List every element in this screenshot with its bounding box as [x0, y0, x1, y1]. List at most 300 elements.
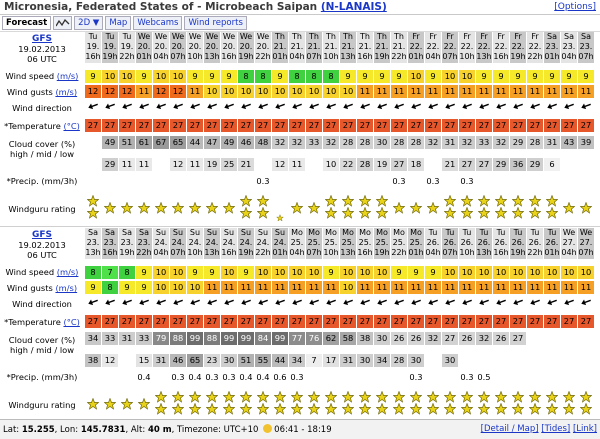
day-name: We: [579, 228, 593, 237]
rating-cell: [136, 192, 152, 226]
wind-gusts-cell: 11: [578, 281, 594, 294]
day-date: 21.: [375, 42, 389, 51]
wind-speed-cell: 9: [340, 70, 356, 83]
time-header-cell: [221, 32, 237, 63]
tab-map[interactable]: Map: [105, 16, 131, 30]
rating-cell: [544, 192, 560, 226]
star-icon: [308, 403, 320, 415]
hour: 22h: [255, 248, 271, 257]
cloud-low-cell: [544, 354, 560, 367]
day-name: We: [562, 228, 576, 237]
day-name: Tu: [479, 228, 489, 237]
cloud-low-cell: 28: [357, 158, 373, 171]
star-icon: [512, 195, 524, 207]
wind-speed-cell: 8: [306, 70, 322, 83]
precip-cell: [119, 176, 135, 188]
day-name: We: [256, 32, 270, 41]
wind-arrow-icon: [222, 103, 236, 113]
hour: 04h: [153, 248, 169, 257]
wind-arrow-icon: [579, 299, 593, 309]
wind-gusts-label-unit-link[interactable]: (m/s): [55, 87, 78, 97]
day-date: 21.: [341, 42, 355, 51]
wind-arrow-icon: [341, 299, 355, 309]
cloud-low-cell: [578, 354, 594, 367]
time-header-cell: [578, 228, 594, 259]
wind-speed-cell: 10: [119, 70, 135, 83]
cloud-high-cell: 34: [85, 332, 101, 345]
time-header-cell: [374, 32, 390, 63]
wind-direction-cell: [493, 101, 509, 115]
cloud-high-cell: 33: [102, 332, 118, 345]
hour: 07h: [170, 52, 186, 61]
temperature-cell: 27: [391, 119, 407, 132]
wind-speed-row: [85, 70, 594, 83]
wind-speed-cell: 9: [204, 266, 220, 279]
day-date: 20.: [188, 42, 202, 51]
wind-direction-cell: [476, 101, 492, 115]
time-header-cell: [255, 228, 271, 259]
tab-forecast[interactable]: Forecast: [2, 16, 51, 30]
wind-speed-cell: 10: [272, 266, 288, 279]
cloud-low-cell: 12: [272, 158, 288, 171]
wind-speed-cell: 10: [527, 266, 543, 279]
temperature-cell: 27: [221, 315, 237, 328]
hour: 01h: [544, 52, 560, 61]
time-header-cell: [340, 32, 356, 63]
rating-cell: [476, 388, 492, 422]
wind-direction-cell: [153, 101, 169, 115]
time-header-cell: [510, 228, 526, 259]
cloud-high-cell: 32: [493, 136, 509, 149]
star-icon: [580, 403, 592, 415]
day-name: Tu: [122, 32, 132, 41]
wind-direction-cell: [136, 101, 152, 115]
star-icon: [172, 403, 184, 415]
cloud-cover-title: Cloud cover (%): [8, 335, 76, 345]
wind-arrow-icon: [154, 103, 168, 113]
wind-direction-cell: [221, 297, 237, 311]
star-icon: [325, 207, 337, 219]
precip-cell: 0.3: [460, 372, 474, 382]
hour: 22h: [119, 52, 135, 61]
cloud-high-row: [85, 332, 594, 345]
precip-cell: [561, 372, 577, 384]
cloud-low-cell: 30: [357, 354, 373, 367]
model-label: [0, 34, 84, 64]
day-name: Fr: [480, 32, 488, 41]
temperature-cell: 27: [493, 315, 509, 328]
precip-cell: 0.4: [137, 372, 151, 382]
temperature-label-unit-link[interactable]: (°C): [63, 121, 80, 131]
cloud-low-cell: 11: [136, 158, 152, 171]
wind-direction-cell: [493, 297, 509, 311]
wind-arrow-icon: [324, 299, 338, 309]
time-header-cell: [85, 32, 101, 63]
day-date: 19.: [120, 42, 134, 51]
temperature-cell: 27: [323, 119, 339, 132]
rating-cell: [476, 192, 492, 226]
precip-cell: [204, 176, 220, 188]
temperature-cell: 27: [289, 315, 305, 328]
wind-direction-cell: [289, 101, 305, 115]
time-header-cell: [238, 228, 254, 259]
wind-direction-cell: [425, 101, 441, 115]
temperature-cell: 27: [408, 315, 424, 328]
rating-row: [85, 192, 594, 226]
temperature-cell: 27: [204, 119, 220, 132]
star-icon: [478, 195, 490, 207]
rating-cell: [442, 388, 458, 422]
time-header-cell: [187, 228, 203, 259]
cloud-low-cell: 17: [323, 354, 339, 367]
temperature-cell: 27: [136, 315, 152, 328]
day-name: Sa: [564, 32, 574, 41]
day-date: 20.: [137, 42, 151, 51]
temperature-cell: 27: [578, 315, 594, 328]
star-icon: [325, 195, 337, 207]
star-icon: [189, 202, 201, 214]
day-name: Su: [257, 228, 269, 237]
wind-speed-label: [0, 267, 84, 277]
temperature-cell: 27: [374, 119, 390, 132]
wind-arrow-icon: [375, 103, 389, 113]
cloud-high-cell: 31: [442, 136, 458, 149]
star-icon: [325, 391, 337, 403]
star-icon: [291, 202, 303, 214]
wind-direction-cell: [527, 101, 543, 115]
time-header-cell: [374, 228, 390, 259]
temperature-cell: 27: [204, 315, 220, 328]
tides-link[interactable]: [Tides]: [541, 424, 571, 434]
cloud-low-cell: 27: [476, 158, 492, 171]
model-name-link[interactable]: GFS: [31, 34, 53, 44]
link-link[interactable]: [Link]: [572, 424, 597, 434]
wind-speed-cell: 9: [510, 70, 526, 83]
day-name: Sa: [547, 32, 557, 41]
rating-cell: [493, 192, 509, 226]
day-date: 22.: [426, 42, 440, 51]
time-header-cell: [544, 228, 560, 259]
tz-label: , Timezone:: [171, 425, 224, 435]
day-name: Th: [292, 32, 302, 41]
cloud-high-cell: 48: [255, 136, 271, 149]
precip-cell: [323, 176, 339, 188]
cloud-high-cell: 33: [306, 136, 322, 149]
wind-gusts-cell: 11: [306, 281, 322, 294]
wind-arrow-icon: [511, 299, 525, 309]
wind-gusts-cell: 11: [289, 281, 305, 294]
day-date: 24.: [273, 238, 287, 247]
rating-label-text: Windguru rating: [8, 204, 76, 214]
cloud-high-cell: 58: [340, 332, 356, 345]
wind-arrow-icon: [188, 103, 202, 113]
temperature-cell: 27: [340, 315, 356, 328]
precip-cell: 0.5: [477, 372, 491, 382]
options-link[interactable]: [Options]: [554, 2, 596, 12]
star-icon: [529, 207, 541, 219]
wind-speed-cell: 9: [425, 266, 441, 279]
precip-cell: [544, 176, 560, 188]
day-date: 19.: [103, 42, 117, 51]
cloud-low-cell: [561, 354, 577, 367]
cloud-low-cell: 11: [187, 158, 203, 171]
time-header-cell: [476, 228, 492, 259]
time-header-cell: [340, 228, 356, 259]
wind-speed-label-unit-link[interactable]: (m/s): [56, 71, 79, 81]
cloud-low-cell: 22: [340, 158, 356, 171]
day-date: 23.: [545, 42, 559, 51]
wind-direction-cell: [374, 297, 390, 311]
wind-arrow-icon: [494, 299, 508, 309]
star-icon: [376, 207, 388, 219]
wind-speed-cell: 8: [119, 266, 135, 279]
wind-arrow-icon: [443, 103, 457, 113]
hour: 13h: [476, 248, 492, 257]
cloud-high-cell: [561, 332, 577, 345]
temperature-cell: 27: [119, 315, 135, 328]
wind-speed-cell: 8: [255, 70, 271, 83]
wind-speed-cell: 10: [374, 266, 390, 279]
wind-speed-label-unit-link[interactable]: (m/s): [56, 267, 79, 277]
day-date: 26.: [511, 238, 525, 247]
day-date: 24.: [205, 238, 219, 247]
star-icon: [257, 207, 269, 219]
wind-direction-cell: [238, 101, 254, 115]
temperature-cell: 27: [170, 119, 186, 132]
wind-speed-cell: 10: [221, 266, 237, 279]
day-name: Th: [377, 32, 387, 41]
day-date: 24.: [154, 238, 168, 247]
cloud-low-cell: 19: [374, 158, 390, 171]
wind-gusts-cell: 11: [561, 281, 577, 294]
detail-map-link[interactable]: [Detail / Map]: [480, 424, 539, 434]
wind-speed-cell: 9: [204, 70, 220, 83]
wind-gusts-cell: 11: [510, 85, 526, 98]
temperature-cell: 27: [306, 315, 322, 328]
cloud-low-cell: [153, 158, 169, 171]
precip-cell: [544, 372, 560, 384]
cloud-cover-sub: high / mid / low: [9, 345, 75, 355]
cloud-low-cell: 6: [544, 158, 560, 171]
day-date: 23.: [120, 238, 134, 247]
wind-direction-label-text: Wind direction: [12, 299, 72, 309]
model-name-link[interactable]: GFS: [31, 230, 53, 240]
precip-label: [0, 372, 84, 382]
temperature-cell: 27: [153, 119, 169, 132]
star-icon: [155, 391, 167, 403]
temperature-cell: 27: [391, 315, 407, 328]
cloud-high-cell: 31: [119, 332, 135, 345]
cloud-high-cell: 38: [357, 332, 373, 345]
cloud-high-cell: 26: [459, 332, 475, 345]
wind-speed-cell: 9: [272, 70, 288, 83]
alt-label: , Alt:: [125, 425, 148, 435]
cloud-high-cell: 76: [306, 332, 322, 345]
star-icon: [444, 207, 456, 219]
precip-cell: 0.3: [460, 176, 474, 186]
wind-direction-cell: [357, 101, 373, 115]
wind-speed-cell: 10: [544, 266, 560, 279]
time-header-cell: [204, 32, 220, 63]
precip-cell: [102, 176, 118, 188]
wind-arrow-icon: [256, 103, 270, 113]
wind-arrow-icon: [307, 103, 321, 113]
rating-cell: [238, 388, 254, 422]
lon-label: , Lon:: [54, 425, 81, 435]
tab-wind-reports[interactable]: Wind reports: [184, 16, 246, 30]
wind-gusts-cell: 11: [187, 85, 203, 98]
temperature-cell: 27: [170, 315, 186, 328]
star-icon: [138, 202, 150, 214]
cloud-cover-title: Cloud cover (%): [8, 139, 76, 149]
day-name: Tu: [105, 32, 115, 41]
wind-gusts-cell: 11: [136, 85, 152, 98]
wind-speed-cell: 10: [459, 266, 475, 279]
day-name: Th: [326, 32, 336, 41]
star-icon: [274, 391, 286, 403]
precip-row: [85, 176, 594, 188]
wind-gusts-cell: 10: [289, 85, 305, 98]
hour: 13h: [85, 248, 101, 257]
cloud-low-cell: 15: [136, 354, 152, 367]
rating-cell: [374, 388, 390, 422]
temperature-label-unit-link[interactable]: (°C): [63, 317, 80, 327]
wind-gusts-cell: 12: [170, 85, 186, 98]
cloud-low-cell: 55: [255, 354, 271, 367]
wind-speed-cell: 10: [510, 266, 526, 279]
sun-times: 06:41 - 18:19: [274, 425, 332, 435]
day-date: 20.: [256, 42, 270, 51]
rating-cell: [204, 192, 220, 226]
precip-cell: [510, 372, 526, 384]
hour: 22h: [527, 52, 543, 61]
wind-direction-cell: [442, 101, 458, 115]
star-icon: [359, 195, 371, 207]
day-name: Tu: [88, 32, 98, 41]
time-header-cell: [425, 32, 441, 63]
day-date: 26.: [443, 238, 457, 247]
cloud-high-cell: 30: [374, 332, 390, 345]
cloud-high-cell: 88: [170, 332, 186, 345]
day-date: 21.: [358, 42, 372, 51]
star-icon: [104, 398, 116, 410]
tab-bar: [2, 16, 247, 30]
rating-cell: [204, 388, 220, 422]
day-date: 26.: [545, 238, 559, 247]
star-icon: [410, 391, 422, 403]
day-date: 27.: [562, 238, 576, 247]
wind-speed-cell: 9: [476, 70, 492, 83]
day-name: Tu: [530, 228, 540, 237]
wind-gusts-cell: 11: [391, 281, 407, 294]
hour: 19h: [119, 248, 135, 257]
cloud-low-cell: 38: [85, 354, 101, 367]
wind-arrow-icon: [205, 103, 219, 113]
cloud-low-cell: 12: [102, 354, 118, 367]
star-icon: [359, 403, 371, 415]
star-icon: [121, 398, 133, 410]
day-name: Tu: [462, 228, 472, 237]
time-header-cell: [136, 32, 152, 63]
wind-arrow-icon: [579, 103, 593, 113]
hour: 19h: [238, 248, 254, 257]
wind-gusts-cell: 10: [272, 85, 288, 98]
temperature-cell: 27: [544, 315, 560, 328]
rating-cell: [306, 192, 322, 226]
precip-cell: [442, 176, 458, 188]
precip-cell: [340, 372, 356, 384]
wind-direction-cell: [408, 101, 424, 115]
star-icon: [529, 195, 541, 207]
time-header-cell: [102, 32, 118, 63]
wind-gusts-cell: 10: [221, 85, 237, 98]
rating-cell: [425, 192, 441, 226]
cloud-low-cell: 30: [221, 354, 237, 367]
hour: 16h: [493, 248, 509, 257]
temperature-cell: 27: [408, 119, 424, 132]
rating-cell: [408, 192, 424, 226]
cloud-cover-label: [0, 139, 84, 159]
star-icon: [512, 207, 524, 219]
rating-cell: [527, 192, 543, 226]
wind-direction-cell: [102, 297, 118, 311]
day-name: Tu: [428, 228, 438, 237]
hour: 13h: [340, 52, 356, 61]
cloud-high-cell: 61: [136, 136, 152, 149]
cloud-low-cell: 7: [306, 354, 322, 367]
wind-gusts-cell: 10: [323, 85, 339, 98]
precip-cell: [561, 176, 577, 188]
hour: 13h: [340, 248, 356, 257]
hour: 22h: [391, 52, 407, 61]
wind-gusts-cell: 11: [442, 281, 458, 294]
star-icon: [478, 207, 490, 219]
day-date: 22.: [477, 42, 491, 51]
tab-webcams[interactable]: Webcams: [133, 16, 182, 30]
star-icon: [223, 391, 235, 403]
tab-2d[interactable]: 2D ▼: [74, 16, 103, 30]
day-date: 24.: [171, 238, 185, 247]
wind-direction-row: [85, 101, 594, 115]
precip-cell: [527, 176, 543, 188]
star-icon: [172, 391, 184, 403]
hour: 16h: [493, 52, 509, 61]
tab-chart[interactable]: [53, 16, 72, 30]
star-icon: [206, 403, 218, 415]
wind-speed-cell: 9: [578, 70, 594, 83]
rating-cell: [221, 388, 237, 422]
wind-gusts-cell: 9: [119, 281, 135, 294]
day-name: We: [137, 32, 151, 41]
star-icon: [580, 202, 592, 214]
wind-speed-cell: 9: [374, 70, 390, 83]
wind-gusts-label-unit-link[interactable]: (m/s): [55, 283, 78, 293]
wind-speed-cell: 7: [102, 266, 118, 279]
day-date: 22.: [443, 42, 457, 51]
cloud-low-cell: 46: [170, 354, 186, 367]
day-date: 23.: [103, 238, 117, 247]
star-icon: [444, 391, 456, 403]
wind-gusts-cell: 12: [119, 85, 135, 98]
wind-arrow-icon: [154, 299, 168, 309]
star-icon: [495, 195, 507, 207]
wind-speed-cell: 10: [459, 70, 475, 83]
precip-cell: 0.6: [273, 372, 287, 382]
precip-cell: 0.4: [188, 372, 202, 382]
wind-speed-cell: 10: [102, 70, 118, 83]
wind-gusts-cell: 11: [544, 281, 560, 294]
spot-link[interactable]: (N-LANAIS): [320, 1, 387, 13]
